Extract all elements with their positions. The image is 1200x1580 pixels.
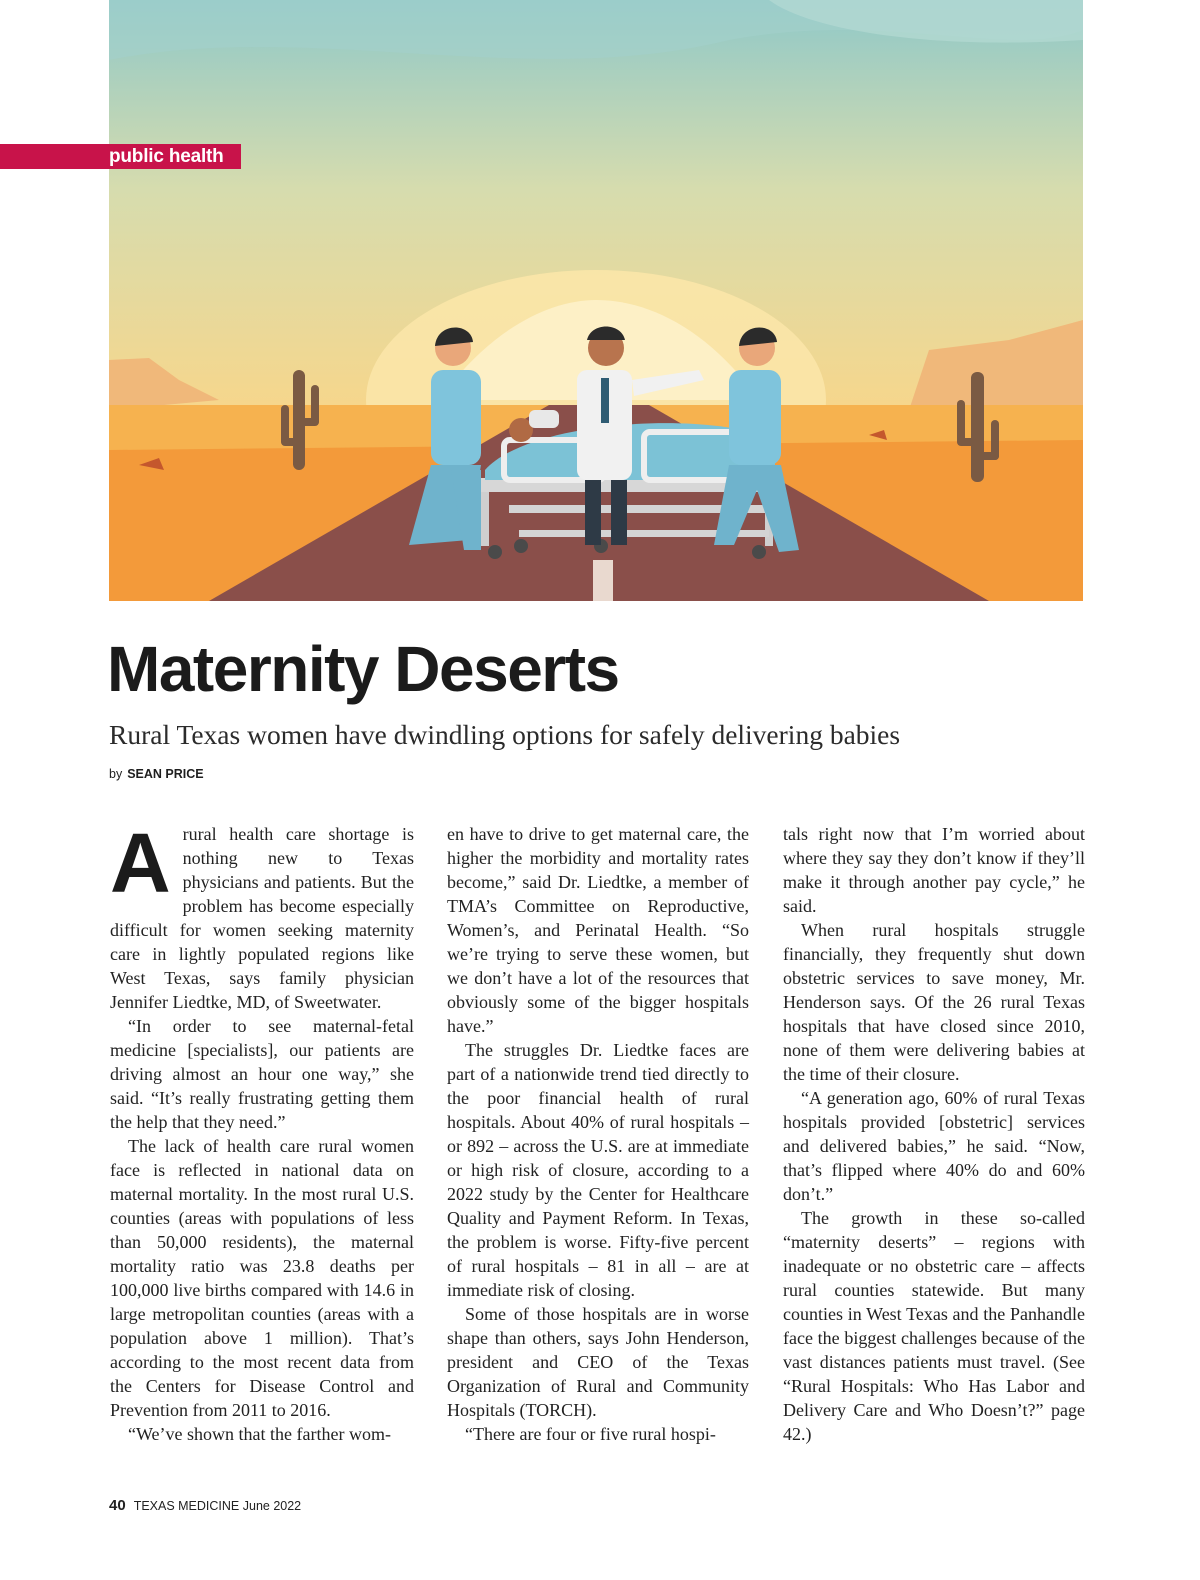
- article-column-2: [447, 822, 749, 1446]
- paragraph: The struggles Dr. Liedtke faces are part of a nationwide trend tied directly to the poor financial health of rural hospitals. About 40% of rural hospitals – or 892 – across the U.S. are at immediate or high risk of closure, according to a 2022 study by the Center for Healthcare Quality and Payment Reform. In Texas, the problem is worse. Fifty-five percent of rural hospitals – 81 in all – are at immediate risk of closing.: [447, 1040, 749, 1300]
- paragraph: “A generation ago, 60% of rural Texas hospitals provided [obstetric] services and delivered babies,” he said. “Now, that’s flipped where 40% do and 60% don’t.”: [783, 1088, 1085, 1204]
- paragraph: Some of those hospitals are in worse shape than others, says John Henderson, president and CEO of the Texas Organization of Rural and Community Hospitals (TORCH).: [447, 1304, 749, 1420]
- paragraph: The growth in these so-called “maternity deserts” – regions with inadequate or no obstetric care – affects rural counties statewide. But many counties in West Texas and the Panhandle face the biggest challenges because of the vast distances patients must travel. (See “Rural Hospitals: Who Has Labor and Delivery Care and Who Doesn’t?” page 42.): [783, 1208, 1085, 1444]
- article-column-1: [110, 816, 414, 1446]
- publication-name: TEXAS MEDICINE: [133, 1499, 240, 1513]
- paragraph: “In order to see maternal-fetal medicine [specialists], our patients are driving almost an hour one way,” she said. “It’s really frustrating getting them the help that they need.”: [110, 1016, 414, 1132]
- drop-cap: A: [110, 816, 171, 910]
- paragraph: en have to drive to get maternal care, the higher the morbidity and mortality rates become,” said Dr. Liedtke, a member of TMA’s Committee on Reproductive, Women’s, and Perinatal Health. “So we’re trying to serve these women, but we don’t have a lot of the resources that obviously some of the bigger hospitals have.”: [447, 824, 749, 1036]
- issue-date: June 2022: [242, 1499, 302, 1513]
- hero-illustration: [109, 0, 1083, 601]
- desert-gurney-illustration-icon: [109, 0, 1083, 601]
- paragraph-text: rural health care shortage is nothing new to Texas physicians and patients. But the problem has become especially difficult for women seeking maternity care in lightly populated regions like West Texas, says family physician Jennifer Liedtke, MD, of Sweetwater.: [110, 824, 414, 1012]
- page-number: 40: [109, 1497, 126, 1514]
- article-column-3: [783, 822, 1085, 1446]
- paragraph: When rural hospitals struggle financially, they frequently shut down obstetric services to save money, Mr. Henderson says. Of the 26 rural Texas hospitals that have closed since 2010, none of them were delivering babies at the time of their closure.: [783, 920, 1085, 1084]
- author-name: SEAN PRICE: [127, 767, 204, 781]
- section-tag: public health: [0, 144, 241, 169]
- page-footer: [109, 1497, 301, 1514]
- byline-prefix: by: [109, 767, 123, 781]
- paragraph: [110, 816, 414, 1014]
- paragraph: “There are four or five rural hospi-: [465, 1424, 716, 1444]
- article-headline: Maternity Deserts: [107, 633, 619, 705]
- paragraph: “We’ve shown that the farther wom-: [128, 1424, 391, 1444]
- paragraph: tals right now that I’m worried about where they say they don’t know if they’ll make it through another pay cycle,” he said.: [783, 824, 1085, 916]
- article-deck: Rural Texas women have dwindling options for safely delivering babies: [109, 719, 901, 750]
- byline: [109, 767, 204, 781]
- paragraph: The lack of health care rural women face is reflected in national data on maternal mortality. In the most rural U.S. counties (areas with populations of less than 50,000 residents), the maternal mortality ratio was 23.8 deaths per 100,000 live births compared with 14.6 in large metropolitan counties (areas with a population above 1 million). That’s according to the most recent data from the Centers for Disease Control and Prevention from 2011 to 2016.: [110, 1136, 414, 1420]
